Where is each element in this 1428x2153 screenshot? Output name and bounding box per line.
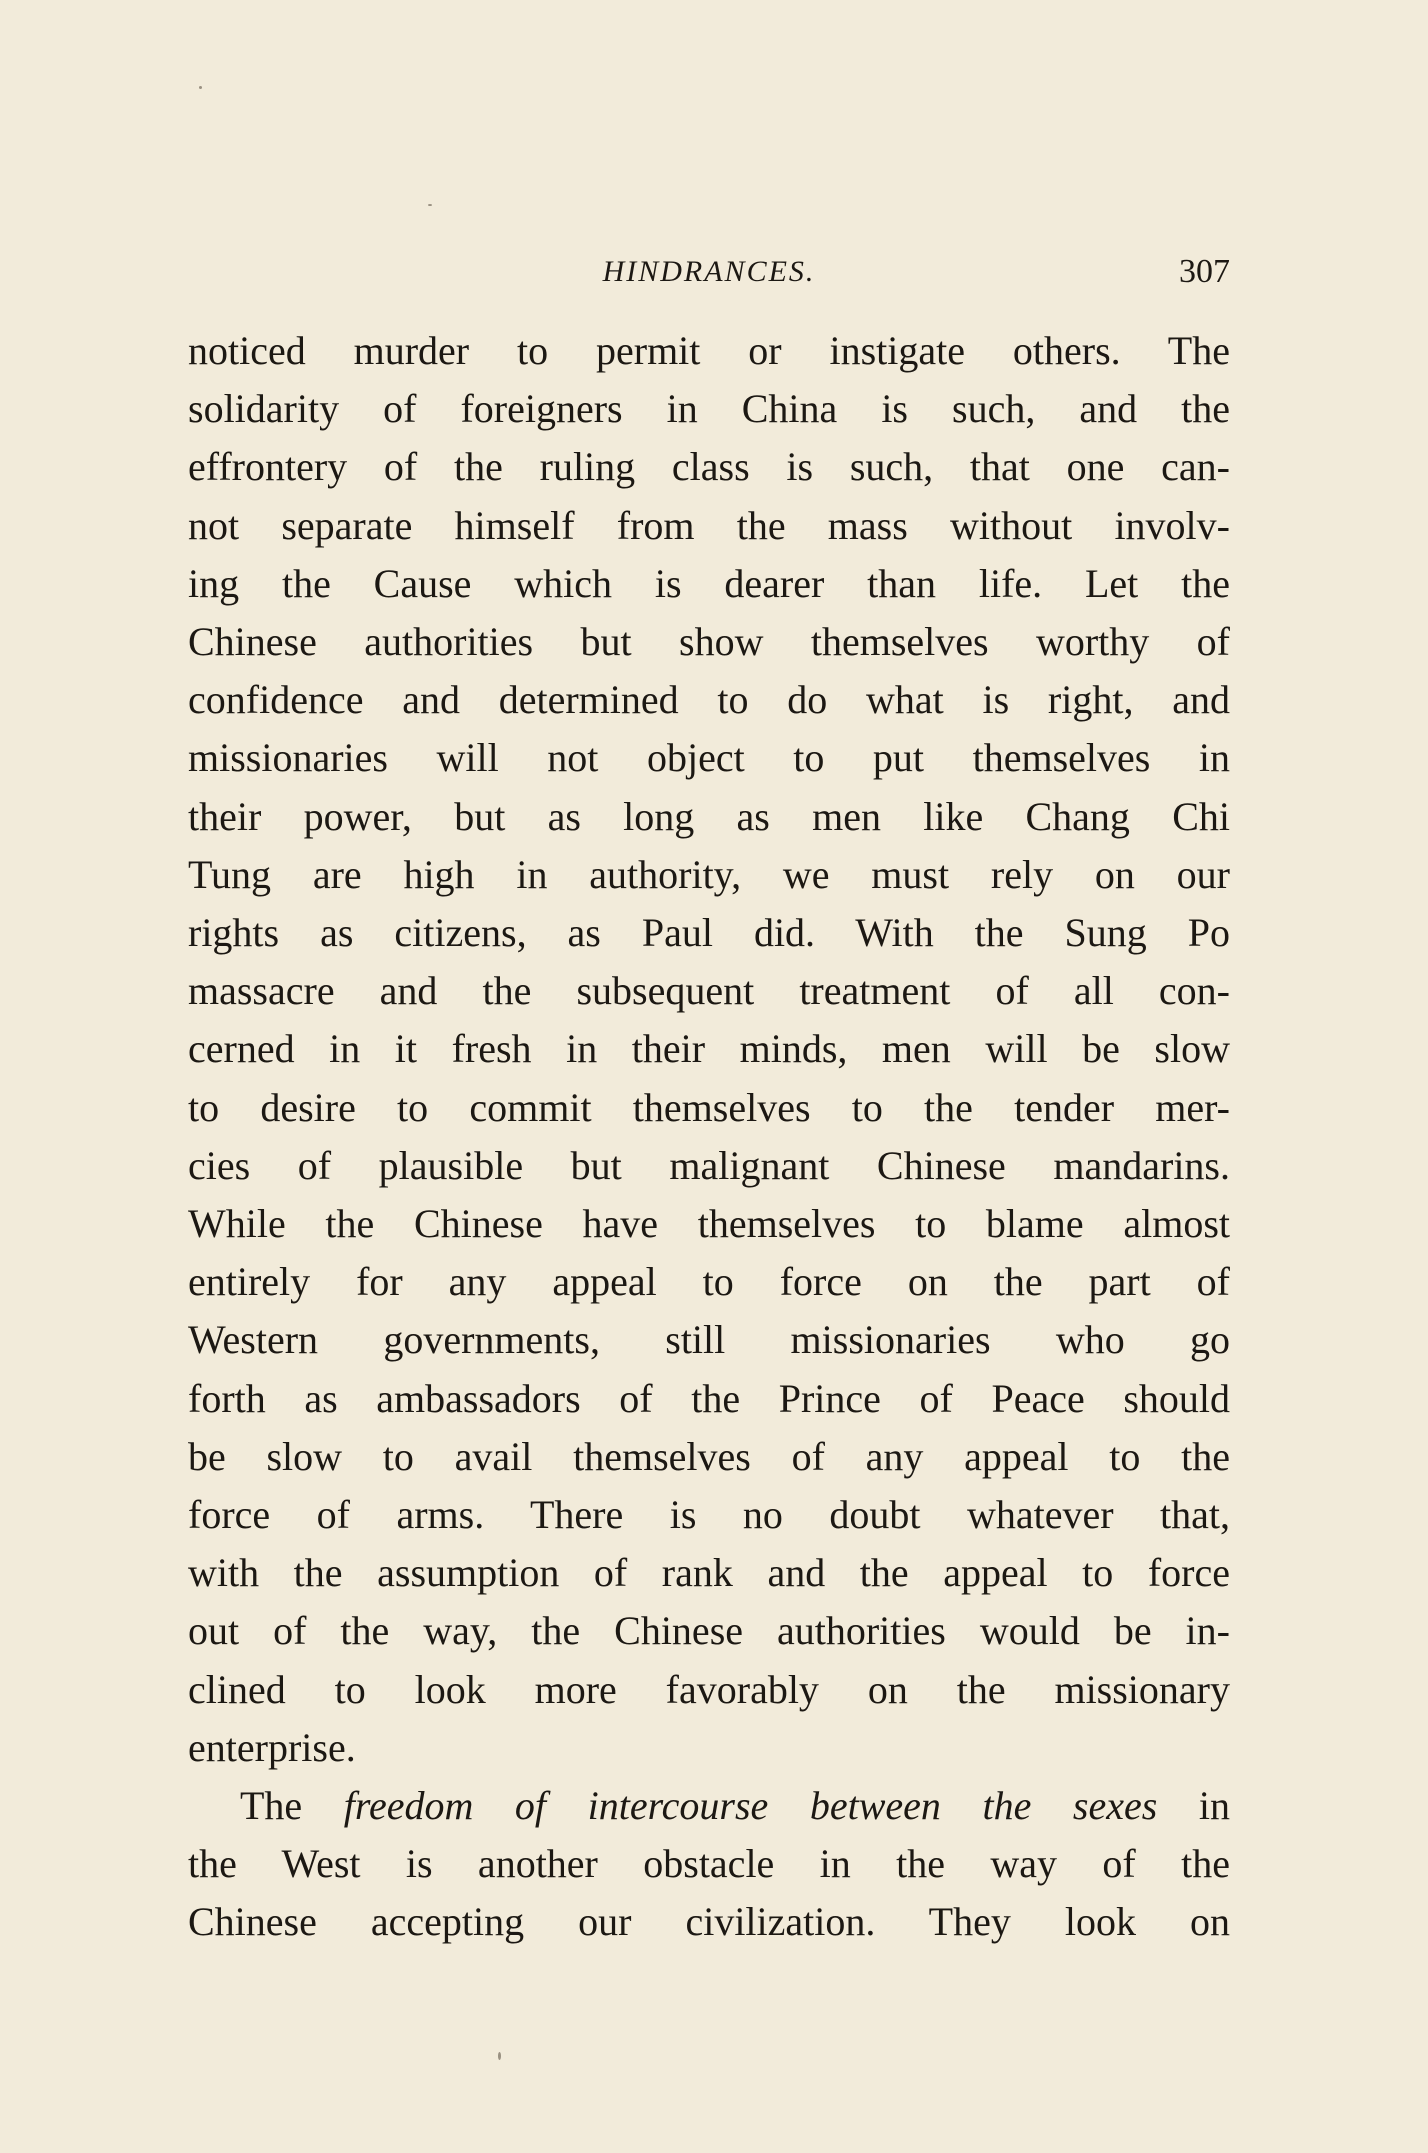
text-line: the West is another obstacle in the way of the <box>188 1841 1230 1887</box>
italic-phrase: freedom of intercourse between the sexes <box>343 1783 1158 1829</box>
text-line: their power, but as long as men like Chang Chi <box>188 793 1230 839</box>
line-prefix: The <box>240 1783 303 1829</box>
paper-speck <box>199 86 202 89</box>
text-line: not separate himself from the mass without involv- <box>188 502 1230 548</box>
paragraph-freedom-of-intercourse <box>188 1777 1230 1952</box>
text-line: ing the Cause which is dearer than life. Let the <box>188 560 1230 606</box>
text-line: out of the way, the Chinese authorities would be in- <box>188 1608 1230 1654</box>
paper-speck <box>498 2052 501 2060</box>
text-line: noticed murder to permit or instigate others. The <box>188 328 1230 373</box>
text-line: massacre and the subsequent treatment of all con- <box>188 968 1230 1014</box>
text-line: to desire to commit themselves to the tender mer- <box>188 1084 1230 1130</box>
text-line: While the Chinese have themselves to blame almost <box>188 1201 1230 1247</box>
page-header <box>188 252 1230 300</box>
text-line: Chinese accepting our civilization. They look on <box>188 1899 1230 1945</box>
text-line: Tung are high in authority, we must rely on our <box>188 851 1230 897</box>
text-line: missionaries will not object to put themselves in <box>188 735 1230 781</box>
text-line: clined to look more favorably on the missionary <box>188 1666 1230 1712</box>
text-line <box>188 1777 1230 1835</box>
paper-speck <box>428 204 432 206</box>
text-line: cies of plausible but malignant Chinese mandarins. <box>188 1142 1230 1188</box>
line-suffix: in <box>1198 1783 1231 1829</box>
body-text <box>188 322 1230 1952</box>
running-head: HINDRANCES. <box>602 255 816 288</box>
text-line: be slow to avail themselves of any appeal to the <box>188 1433 1230 1479</box>
text-line: cerned in it fresh in their minds, men will be slow <box>188 1026 1230 1072</box>
text-line: Western governments, still missionaries who go <box>188 1317 1230 1363</box>
text-line: confidence and determined to do what is right, and <box>188 677 1230 723</box>
text-line: Chinese authorities but show themselves worthy of <box>188 619 1230 665</box>
paragraph-hindrances-authorities <box>188 322 1230 1777</box>
text-line: force of arms. There is no doubt whatever that, <box>188 1492 1230 1538</box>
text-line: solidarity of foreigners in China is such, and the <box>188 386 1230 432</box>
page-number: 307 <box>1179 253 1230 290</box>
text-line: enterprise. <box>188 1724 356 1770</box>
text-line: with the assumption of rank and the appeal to force <box>188 1550 1230 1596</box>
text-line: effrontery of the ruling class is such, that one can- <box>188 444 1230 490</box>
text-line: rights as citizens, as Paul did. With the Sung Po <box>188 910 1230 956</box>
text-line: entirely for any appeal to force on the part of <box>188 1259 1230 1305</box>
text-line: forth as ambassadors of the Prince of Peace should <box>188 1375 1230 1421</box>
